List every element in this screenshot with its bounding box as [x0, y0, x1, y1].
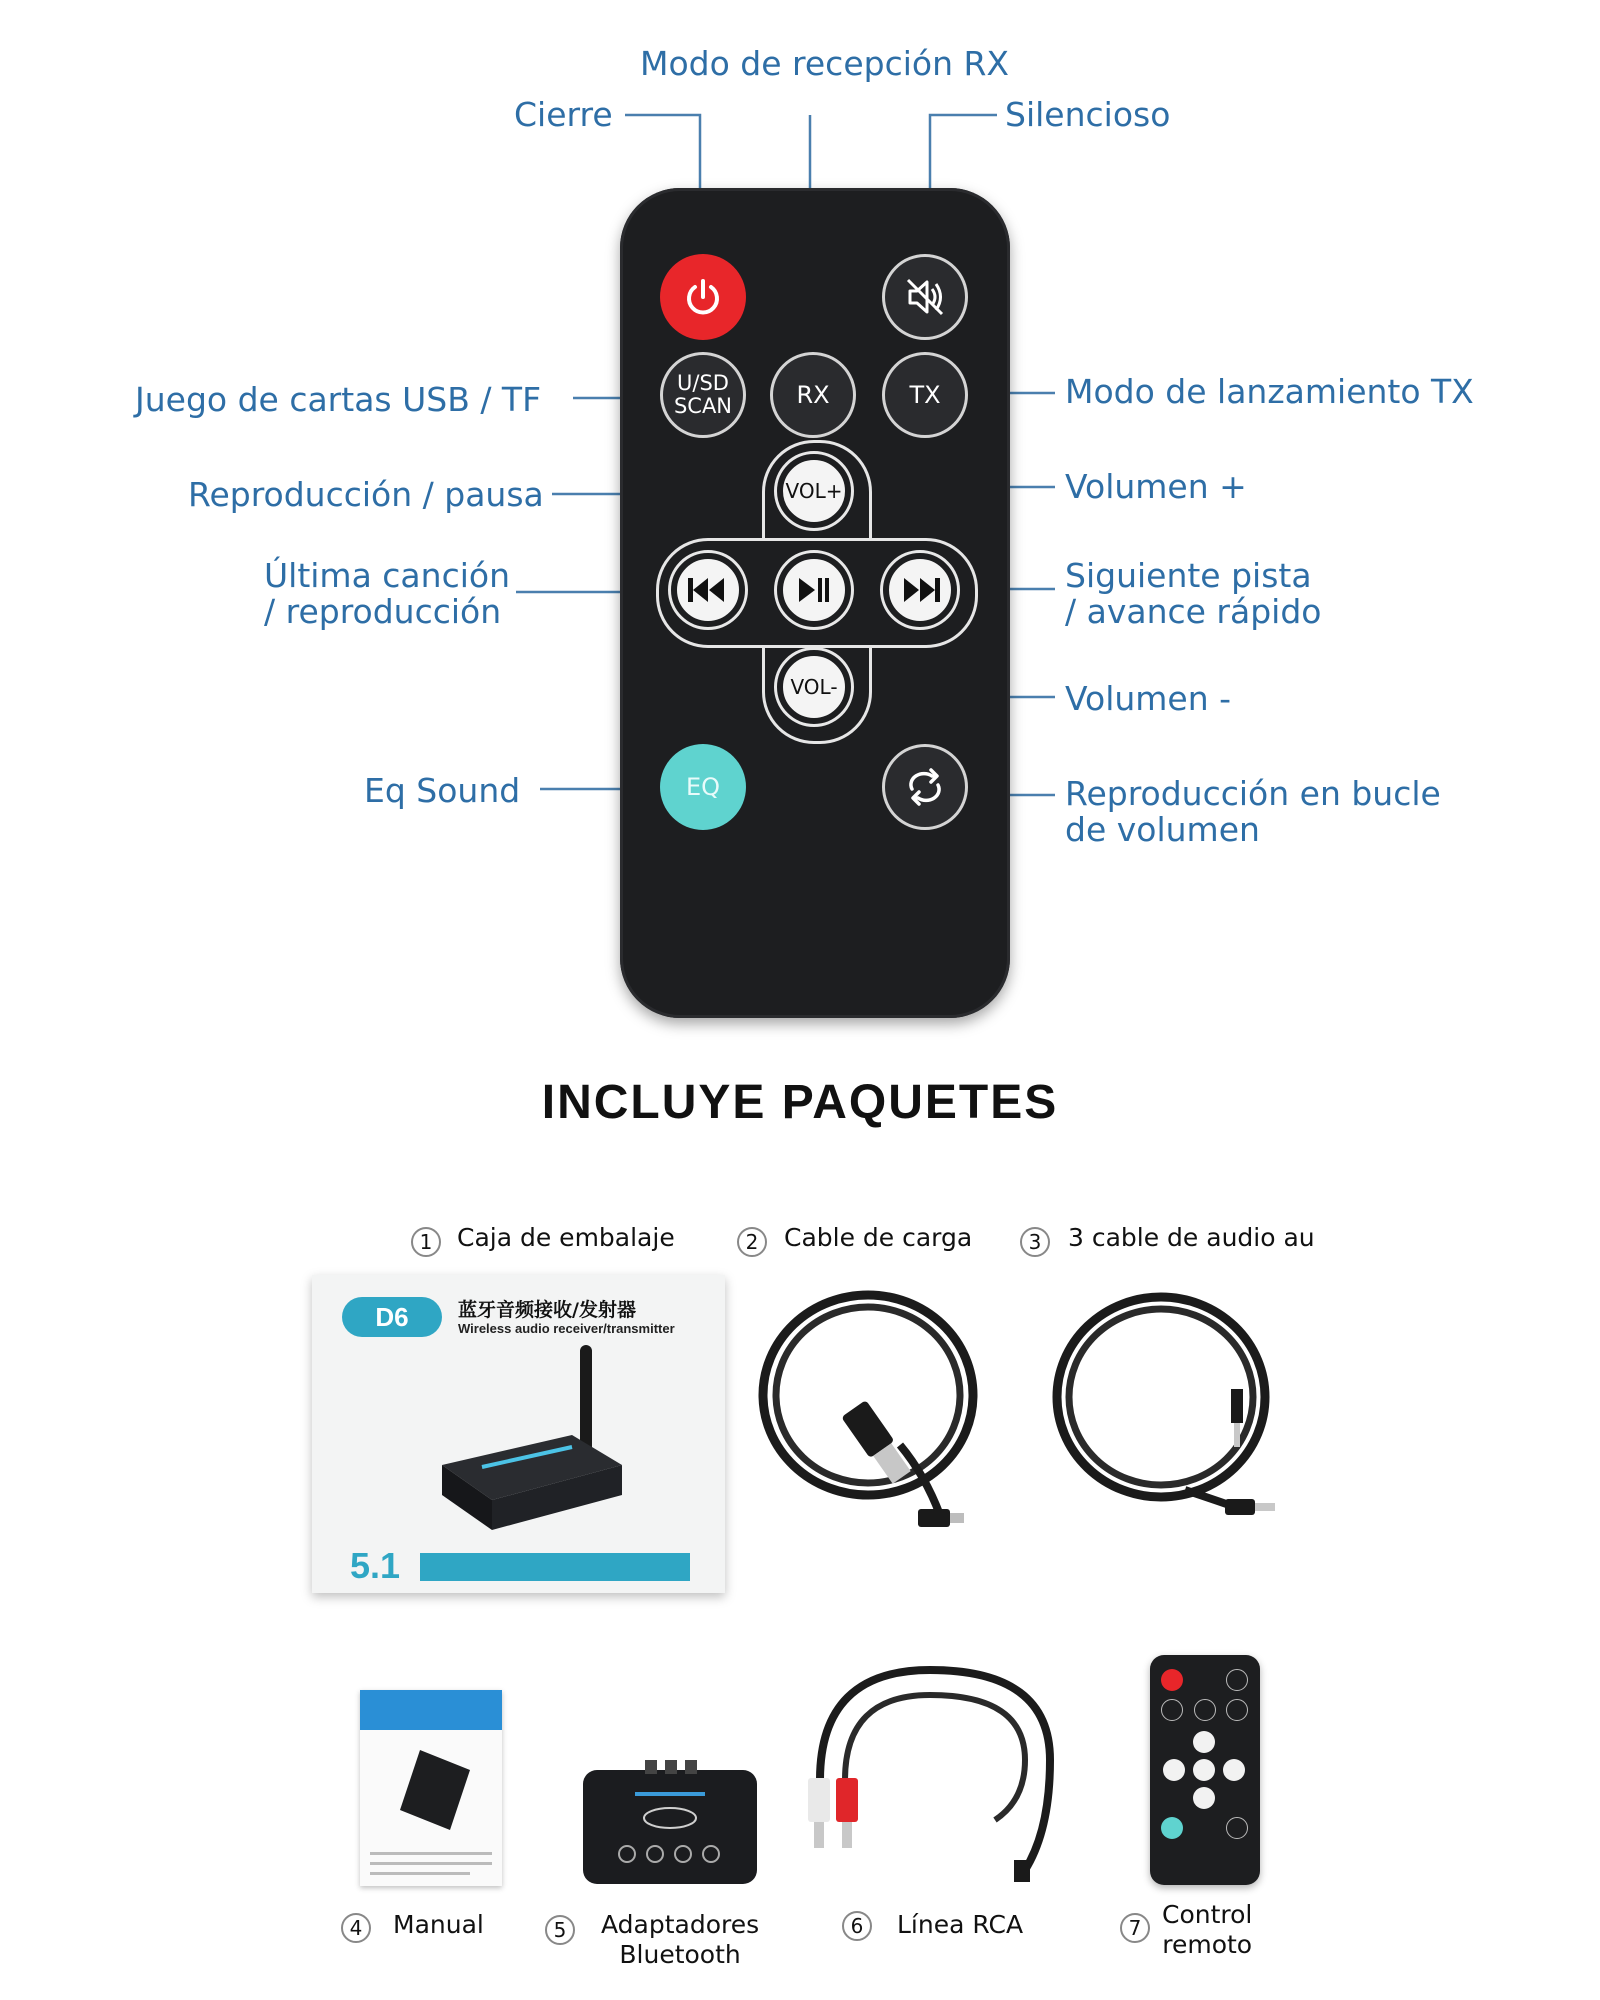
loop-icon — [902, 767, 948, 807]
usd-scan-label-line1: U/SD — [677, 371, 729, 395]
next-track-button[interactable] — [883, 553, 957, 627]
callout-rx-mode: Modo de recepción RX — [640, 44, 1010, 83]
item-2-number: 2 — [737, 1227, 767, 1257]
loop-button[interactable] — [882, 744, 968, 830]
item-7-label — [1162, 1900, 1252, 1960]
callout-prev-line2: / reproducción — [264, 592, 502, 631]
callout-prev-line1: Última canción — [264, 556, 510, 595]
power-icon — [681, 275, 725, 319]
rca-cable-image — [800, 1660, 1070, 1890]
item-1-label: Caja de embalaje — [457, 1223, 675, 1252]
mini-vol-down-icon — [1193, 1787, 1215, 1809]
mini-mute-icon — [1226, 1669, 1248, 1691]
bluetooth-adapter-image — [575, 1752, 765, 1892]
callout-prev — [264, 558, 510, 630]
manual-device-icon — [390, 1745, 480, 1835]
box-subtitle: Wireless audio receiver/transmitter — [458, 1321, 675, 1336]
callout-loop — [1065, 776, 1441, 848]
callout-usb-tf: Juego de cartas USB / TF — [135, 380, 542, 419]
tx-button[interactable]: TX — [882, 352, 968, 438]
play-pause-icon — [797, 576, 831, 604]
item-7-number: 7 — [1120, 1913, 1150, 1943]
manual-image — [360, 1690, 502, 1886]
box-feature-bar — [420, 1553, 690, 1581]
adapter-device-illustration — [422, 1345, 642, 1535]
next-track-icon — [898, 577, 942, 603]
manual-text-line — [370, 1852, 492, 1855]
item-5-label-line1: Adaptadores — [601, 1910, 760, 1939]
charging-cable-image — [750, 1285, 990, 1535]
mini-tx-icon — [1226, 1699, 1248, 1721]
mini-loop-icon — [1226, 1817, 1248, 1839]
item-3-number: 3 — [1020, 1227, 1050, 1257]
mini-remote-image — [1150, 1655, 1260, 1885]
mute-button[interactable] — [882, 254, 968, 340]
callout-next — [1065, 558, 1321, 630]
mini-rx-icon — [1194, 1699, 1216, 1721]
section-title: INCLUYE PAQUETES — [541, 1076, 1059, 1129]
callout-next-line1: Siguiente pista — [1065, 556, 1312, 595]
item-5-label — [601, 1910, 759, 1970]
usd-scan-label-line2: SCAN — [673, 394, 733, 418]
previous-track-icon — [686, 577, 730, 603]
callout-vol-down: Volumen - — [1065, 679, 1232, 718]
callout-loop-line2: de volumen — [1065, 810, 1260, 849]
callout-play-pause: Reproducción / pausa — [188, 475, 544, 514]
callout-power: Cierre — [514, 95, 613, 134]
callout-eq: Eq Sound — [364, 771, 521, 810]
item-7-label-line2: remoto — [1162, 1930, 1253, 1959]
callout-mute: Silencioso — [1005, 95, 1171, 134]
mini-prev-icon — [1163, 1759, 1185, 1781]
mini-play-icon — [1193, 1759, 1215, 1781]
remote-control — [620, 188, 1010, 1018]
power-button[interactable] — [660, 254, 746, 340]
item-7-label-line1: Control — [1162, 1900, 1253, 1929]
play-pause-button[interactable] — [777, 553, 851, 627]
mini-scan-icon — [1161, 1699, 1183, 1721]
audio-cable-image — [1045, 1285, 1285, 1535]
mini-power-icon — [1161, 1669, 1183, 1691]
eq-button[interactable]: EQ — [660, 744, 746, 830]
item-4-label: Manual — [393, 1910, 484, 1939]
manual-text-line — [370, 1872, 470, 1875]
vol-up-button[interactable]: VOL+ — [777, 454, 851, 528]
item-6-label: Línea RCA — [897, 1910, 1024, 1939]
callout-tx-mode: Modo de lanzamiento TX — [1065, 372, 1474, 411]
manual-text-line — [370, 1862, 492, 1865]
mini-vol-up-icon — [1193, 1731, 1215, 1753]
item-6-number: 6 — [842, 1911, 872, 1941]
box-version: 5.1 — [350, 1545, 401, 1586]
callout-loop-line1: Reproducción en bucle — [1065, 774, 1441, 813]
item-1-number: 1 — [411, 1227, 441, 1257]
vol-down-button[interactable]: VOL- — [777, 650, 851, 724]
box-model-badge: D6 — [342, 1297, 442, 1337]
callout-vol-up: Volumen + — [1065, 467, 1247, 506]
usd-scan-button[interactable] — [660, 352, 746, 438]
packaging-box-image — [312, 1275, 725, 1593]
item-2-label: Cable de carga — [784, 1223, 973, 1252]
item-5-label-line2: Bluetooth — [619, 1940, 741, 1969]
box-title-cn: 蓝牙音频接收/发射器 — [458, 1299, 636, 1321]
manual-header-band — [360, 1690, 502, 1730]
mini-next-icon — [1223, 1759, 1245, 1781]
item-3-label: 3 cable de audio au — [1068, 1223, 1315, 1252]
item-5-number: 5 — [545, 1915, 575, 1945]
callout-next-line2: / avance rápido — [1065, 592, 1322, 631]
previous-track-button[interactable] — [671, 553, 745, 627]
item-4-number: 4 — [341, 1913, 371, 1943]
mute-icon — [902, 274, 948, 320]
mini-eq-icon — [1161, 1817, 1183, 1839]
rx-button[interactable]: RX — [770, 352, 856, 438]
